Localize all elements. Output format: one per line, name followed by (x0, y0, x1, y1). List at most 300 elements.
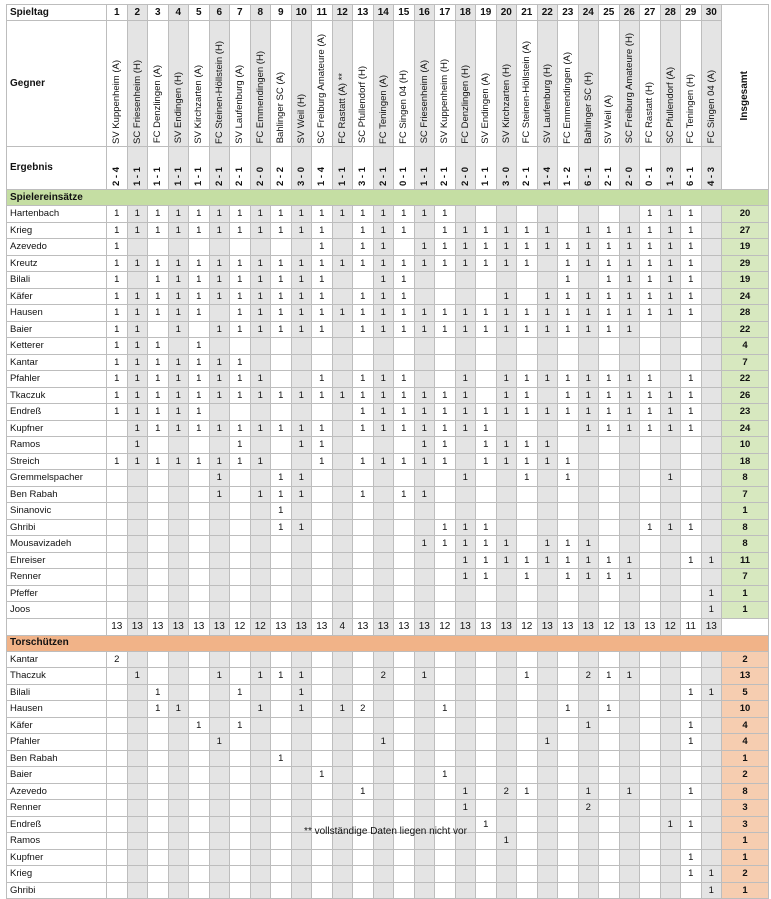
player-total: 4 (722, 338, 769, 355)
scorer-row (7, 866, 769, 883)
stat-cell: 1 (640, 420, 661, 437)
stat-cell: 1 (189, 387, 210, 404)
players-per-match-count: 13 (148, 618, 169, 635)
stat-cell (312, 651, 333, 668)
stat-cell: 1 (312, 255, 333, 272)
stat-cell (107, 503, 128, 520)
footnote: ** vollständige Daten liegen nicht vor (304, 826, 467, 837)
players-per-match-count: 13 (414, 618, 435, 635)
stat-cell (353, 684, 374, 701)
stat-cell (517, 734, 538, 751)
matchday-number: 27 (640, 5, 661, 21)
stat-cell (681, 321, 702, 338)
stat-cell (107, 420, 128, 437)
stat-cell (291, 453, 312, 470)
stat-cell: 1 (414, 536, 435, 553)
stat-cell: 1 (148, 354, 169, 371)
stat-cell: 1 (189, 354, 210, 371)
stat-cell (230, 470, 251, 487)
stat-cell (599, 767, 620, 784)
stat-cell: 1 (660, 470, 681, 487)
stat-cell (701, 701, 722, 718)
stat-cell (189, 783, 210, 800)
stat-cell: 2 (578, 668, 599, 685)
stat-cell: 1 (209, 420, 230, 437)
stat-cell (660, 486, 681, 503)
stat-cell (148, 503, 169, 520)
stat-cell (353, 849, 374, 866)
stat-cell: 1 (209, 321, 230, 338)
stat-cell: 1 (189, 305, 210, 322)
stat-cell (414, 519, 435, 536)
stat-cell: 1 (148, 255, 169, 272)
stat-cell: 1 (558, 701, 579, 718)
stat-cell (332, 437, 353, 454)
stat-cell (701, 404, 722, 421)
match-result: 3 - 0 (500, 167, 512, 187)
stat-cell (414, 767, 435, 784)
stat-cell (271, 882, 292, 899)
stat-cell: 1 (230, 305, 251, 322)
stat-cell (701, 767, 722, 784)
stat-cell: 1 (394, 420, 415, 437)
stat-cell: 1 (537, 239, 558, 256)
player-name: Krieg (7, 222, 107, 239)
stat-cell (476, 866, 497, 883)
stat-cell (640, 321, 661, 338)
stat-cell (107, 437, 128, 454)
players-per-match-count: 12 (435, 618, 456, 635)
stat-cell (209, 239, 230, 256)
stat-cell (332, 750, 353, 767)
player-total: 5 (722, 684, 769, 701)
match-result: 6 - 1 (685, 167, 696, 187)
stat-cell (312, 849, 333, 866)
result-cell (271, 147, 292, 190)
stat-cell (168, 684, 189, 701)
stat-cell (558, 338, 579, 355)
stat-cell (230, 800, 251, 817)
stat-cell (660, 767, 681, 784)
opponent-cell (681, 21, 702, 147)
stat-cell: 1 (517, 321, 538, 338)
stat-cell (332, 602, 353, 619)
stat-cell (353, 750, 374, 767)
scorer-row (7, 783, 769, 800)
match-result: 1 - 1 (418, 167, 430, 187)
stat-cell (558, 668, 579, 685)
stat-cell: 1 (353, 404, 374, 421)
stat-cell: 1 (517, 305, 538, 322)
stat-cell (107, 536, 128, 553)
stat-cell (558, 602, 579, 619)
stat-cell: 1 (496, 453, 517, 470)
stat-cell: 1 (681, 816, 702, 833)
stat-cell (435, 585, 456, 602)
stat-cell (127, 552, 148, 569)
players-per-match-count: 13 (373, 618, 394, 635)
stat-cell (394, 866, 415, 883)
stat-cell: 1 (599, 701, 620, 718)
stat-cell: 1 (271, 503, 292, 520)
stat-cell (394, 849, 415, 866)
stat-cell: 1 (230, 437, 251, 454)
opponent-cell (168, 21, 189, 147)
stat-cell (455, 338, 476, 355)
result-cell (148, 147, 169, 190)
stat-cell (394, 783, 415, 800)
stat-cell (332, 800, 353, 817)
stat-cell: 1 (168, 222, 189, 239)
stat-cell (230, 767, 251, 784)
stat-cell (107, 470, 128, 487)
stat-cell: 1 (271, 206, 292, 223)
stat-cell (230, 536, 251, 553)
stat-cell: 1 (373, 222, 394, 239)
stat-cell (537, 569, 558, 586)
stat-cell: 1 (250, 222, 271, 239)
stat-cell (312, 866, 333, 883)
stat-cell: 1 (537, 371, 558, 388)
stat-cell: 1 (660, 387, 681, 404)
stat-cell (127, 651, 148, 668)
stat-cell (189, 486, 210, 503)
stat-cell (537, 585, 558, 602)
matchday-number: 13 (353, 5, 374, 21)
stat-cell (558, 503, 579, 520)
result-cell (681, 147, 702, 190)
match-result: 1 - 1 (480, 167, 491, 187)
stat-cell (168, 651, 189, 668)
stat-cell (312, 717, 333, 734)
stat-cell: 1 (517, 668, 538, 685)
players-per-match-count: 13 (271, 618, 292, 635)
stat-cell: 1 (476, 321, 497, 338)
stat-cell: 1 (250, 371, 271, 388)
player-name: Kantar (7, 354, 107, 371)
stat-cell (168, 734, 189, 751)
stat-cell: 1 (476, 552, 497, 569)
stat-cell (332, 767, 353, 784)
stat-cell (496, 470, 517, 487)
stat-cell (435, 569, 456, 586)
stat-cell: 1 (558, 255, 579, 272)
opponent-cell (660, 21, 681, 147)
stat-cell: 1 (640, 404, 661, 421)
stat-cell: 1 (681, 783, 702, 800)
stat-cell (619, 651, 640, 668)
stat-cell: 1 (312, 222, 333, 239)
player-name: Kupfner (7, 849, 107, 866)
stat-cell (373, 800, 394, 817)
stat-cell (455, 602, 476, 619)
stat-cell (332, 503, 353, 520)
stat-cell (496, 701, 517, 718)
stat-cell (148, 767, 169, 784)
stat-cell (640, 503, 661, 520)
stat-cell (701, 668, 722, 685)
stat-cell (517, 701, 538, 718)
stat-cell: 1 (394, 272, 415, 289)
stat-cell: 1 (455, 552, 476, 569)
stat-cell (168, 437, 189, 454)
stat-cell: 1 (578, 288, 599, 305)
stat-cell (127, 536, 148, 553)
stat-cell (660, 371, 681, 388)
stat-cell: 1 (394, 255, 415, 272)
stat-cell: 1 (332, 305, 353, 322)
stat-cell (148, 783, 169, 800)
stat-cell (660, 503, 681, 520)
stat-cell (332, 734, 353, 751)
stat-cell (701, 239, 722, 256)
stat-cell (640, 602, 661, 619)
stat-cell (558, 866, 579, 883)
player-total: 4 (722, 717, 769, 734)
appearance-row (7, 206, 769, 223)
stat-cell (107, 750, 128, 767)
stat-cell (517, 800, 538, 817)
stat-cell: 1 (476, 222, 497, 239)
stat-cell (476, 602, 497, 619)
stat-cell (148, 668, 169, 685)
stat-cell: 1 (537, 222, 558, 239)
stat-cell: 1 (209, 354, 230, 371)
stat-cell (496, 849, 517, 866)
opponent-name: FC Emmendingen (A) (562, 51, 573, 144)
stat-cell: 1 (291, 519, 312, 536)
stat-cell (291, 783, 312, 800)
stat-cell (496, 684, 517, 701)
stat-cell (496, 503, 517, 520)
result-cell (660, 147, 681, 190)
stat-cell: 1 (619, 305, 640, 322)
stat-cell: 1 (148, 453, 169, 470)
stat-cell (353, 651, 374, 668)
players-per-match-count: 13 (291, 618, 312, 635)
counts-label-cell (7, 618, 107, 635)
stat-cell (496, 272, 517, 289)
stat-cell (414, 602, 435, 619)
stat-cell (250, 239, 271, 256)
stat-cell (660, 734, 681, 751)
stat-cell (291, 371, 312, 388)
scorer-row (7, 684, 769, 701)
stat-cell (537, 486, 558, 503)
stat-cell (394, 470, 415, 487)
stat-cell: 1 (435, 222, 456, 239)
stat-cell: 1 (455, 536, 476, 553)
stat-cell: 1 (537, 404, 558, 421)
scorer-row (7, 734, 769, 751)
stat-cell (558, 651, 579, 668)
appearance-row (7, 602, 769, 619)
stat-cell (619, 585, 640, 602)
stat-cell (701, 519, 722, 536)
stat-cell: 1 (168, 272, 189, 289)
stat-cell: 1 (414, 437, 435, 454)
stat-cell (640, 668, 661, 685)
stat-cell (455, 866, 476, 883)
stat-cell (537, 503, 558, 520)
stat-cell: 1 (107, 255, 128, 272)
stat-cell: 1 (250, 701, 271, 718)
player-total: 8 (722, 536, 769, 553)
stat-cell (312, 684, 333, 701)
stat-cell (619, 206, 640, 223)
player-total: 28 (722, 305, 769, 322)
stat-cell: 1 (578, 255, 599, 272)
opponent-name: FC Emmendingen (H) (254, 51, 266, 144)
stat-cell (701, 750, 722, 767)
stat-cell: 1 (558, 404, 579, 421)
stat-cell (107, 569, 128, 586)
stat-cell: 1 (578, 404, 599, 421)
stat-cell: 1 (127, 453, 148, 470)
stat-cell (599, 866, 620, 883)
stat-cell (455, 767, 476, 784)
stat-cell: 1 (250, 272, 271, 289)
stat-cell (107, 783, 128, 800)
players-per-match-count: 13 (558, 618, 579, 635)
stat-cell (271, 800, 292, 817)
stat-cell (517, 767, 538, 784)
stat-cell (353, 470, 374, 487)
stat-cell (599, 684, 620, 701)
stat-cell: 1 (394, 222, 415, 239)
stat-cell (476, 734, 497, 751)
stat-cell (578, 849, 599, 866)
stat-cell (209, 767, 230, 784)
stat-cell: 1 (394, 206, 415, 223)
match-result: 3 - 0 (295, 167, 307, 187)
stat-cell (189, 519, 210, 536)
player-name: Hausen (7, 305, 107, 322)
match-result: 2 - 1 (439, 167, 450, 187)
stat-cell: 1 (148, 206, 169, 223)
stat-cell: 1 (517, 222, 538, 239)
stat-cell: 1 (312, 767, 333, 784)
stat-cell (271, 684, 292, 701)
stat-cell (127, 800, 148, 817)
stat-cell (537, 420, 558, 437)
stat-cell: 1 (373, 305, 394, 322)
stat-cell: 1 (353, 222, 374, 239)
match-result: 2 - 1 (377, 167, 389, 187)
stat-cell (558, 750, 579, 767)
matchday-number: 9 (271, 5, 292, 21)
matchday-number: 1 (107, 5, 128, 21)
appearance-row (7, 437, 769, 454)
stat-cell: 1 (373, 387, 394, 404)
stat-cell: 1 (558, 569, 579, 586)
opponent-cell (353, 21, 374, 147)
player-name: Endreß (7, 404, 107, 421)
stat-cell (230, 569, 251, 586)
stat-cell (640, 701, 661, 718)
stat-cell: 1 (189, 338, 210, 355)
stat-cell (230, 882, 251, 899)
stat-cell (209, 552, 230, 569)
stat-cell (127, 767, 148, 784)
stat-cell: 1 (414, 453, 435, 470)
stat-cell (455, 684, 476, 701)
stat-cell: 1 (619, 783, 640, 800)
stat-cell (312, 882, 333, 899)
player-total: 3 (722, 800, 769, 817)
stat-cell (435, 338, 456, 355)
match-result: 1 - 1 (336, 167, 348, 187)
stat-cell (230, 750, 251, 767)
stat-cell: 1 (230, 420, 251, 437)
stat-cell: 1 (599, 404, 620, 421)
stat-cell: 1 (250, 288, 271, 305)
stat-cell: 1 (619, 420, 640, 437)
stat-cell (373, 503, 394, 520)
stat-cell (148, 569, 169, 586)
ergebnis-label: Ergebnis (7, 147, 107, 190)
stat-cell (291, 585, 312, 602)
stat-cell: 1 (578, 222, 599, 239)
matchday-number: 15 (394, 5, 415, 21)
stat-cell (209, 519, 230, 536)
stat-cell (414, 783, 435, 800)
stat-cell: 1 (189, 222, 210, 239)
opponent-name: FC Teningen (H) (685, 73, 696, 144)
stat-cell (189, 866, 210, 883)
match-result: 1 - 1 (172, 167, 184, 187)
stat-cell: 1 (353, 255, 374, 272)
stat-cell: 1 (168, 453, 189, 470)
stat-cell (681, 800, 702, 817)
stat-cell: 1 (291, 288, 312, 305)
stat-cell (455, 354, 476, 371)
scorers-section-header-title: Torschützen (7, 635, 769, 651)
stat-cell: 1 (496, 371, 517, 388)
stat-cell (373, 651, 394, 668)
stat-cell: 1 (189, 371, 210, 388)
stat-cell: 1 (353, 387, 374, 404)
stat-cell: 1 (107, 272, 128, 289)
stat-cell: 1 (660, 288, 681, 305)
stat-cell (701, 800, 722, 817)
player-total: 1 (722, 833, 769, 850)
stat-cell (517, 519, 538, 536)
players-per-match-count: 12 (517, 618, 538, 635)
stat-cell (414, 684, 435, 701)
stat-cell (496, 800, 517, 817)
opponent-cell (312, 21, 333, 147)
stat-cell (312, 503, 333, 520)
players-per-match-count: 13 (701, 618, 722, 635)
stat-cell (209, 305, 230, 322)
stat-cell (107, 767, 128, 784)
stat-cell (660, 717, 681, 734)
player-total: 1 (722, 602, 769, 619)
stat-cell (271, 767, 292, 784)
stat-cell: 1 (476, 305, 497, 322)
stat-cell (189, 321, 210, 338)
scorer-row (7, 701, 769, 718)
stat-cell (394, 503, 415, 520)
opponent-cell (701, 21, 722, 147)
stat-cell (660, 602, 681, 619)
stat-cell: 1 (476, 453, 497, 470)
stat-cell (517, 338, 538, 355)
table-body (7, 5, 769, 899)
stat-cell (476, 717, 497, 734)
opponent-name: Bahlinger SC (A) (275, 72, 286, 144)
